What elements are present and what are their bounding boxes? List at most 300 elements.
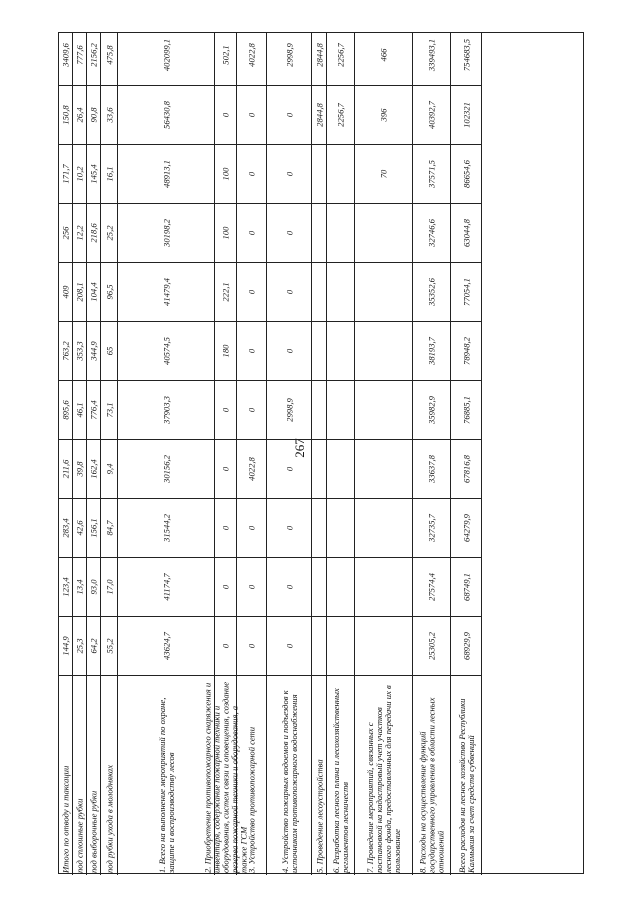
cell-value: 0 xyxy=(246,643,257,649)
row-label: 6. Разработка лесного плана и лесохозяйственных регламентов лесничеств xyxy=(331,687,350,873)
table-cell xyxy=(267,498,312,557)
cell-value: 67816,8 xyxy=(461,455,471,483)
cell-value: 37903,3 xyxy=(161,396,171,424)
table-cell xyxy=(451,498,482,557)
cell-value: 35352,6 xyxy=(426,278,437,306)
cell-value: 150,8 xyxy=(60,105,71,125)
table-cell xyxy=(451,144,482,203)
cell-value: 2844,8 xyxy=(314,103,324,127)
cell-value: 25305,2 xyxy=(426,632,437,660)
row-label-cell xyxy=(451,675,482,875)
table-cell xyxy=(118,262,215,321)
table-cell xyxy=(451,380,482,439)
row-label: 5. Проведение лесоустройства xyxy=(314,758,324,873)
cell-value: 30156,2 xyxy=(161,455,171,483)
table-cell xyxy=(355,262,413,321)
table-cell xyxy=(215,85,237,144)
table-cell xyxy=(267,557,312,616)
table-cell xyxy=(87,321,101,380)
table-cell xyxy=(237,144,267,203)
table-cell xyxy=(101,498,118,557)
cell-value: 48913,1 xyxy=(161,160,171,188)
table-cell xyxy=(215,321,237,380)
cell-value: 27574,4 xyxy=(426,573,437,601)
cell-value: 402099,1 xyxy=(161,38,171,71)
table-cell xyxy=(327,557,355,616)
table-cell xyxy=(59,203,73,262)
table-cell xyxy=(59,144,73,203)
table-cell xyxy=(312,380,327,439)
table-cell xyxy=(237,85,267,144)
table-cell xyxy=(215,24,237,85)
cell-value: 32746,6 xyxy=(426,219,437,247)
table-cell xyxy=(267,203,312,262)
table-cell xyxy=(312,321,327,380)
table-cell xyxy=(451,262,482,321)
cell-value: 56430,8 xyxy=(161,101,171,129)
table-cell xyxy=(118,498,215,557)
row-label-cell xyxy=(355,675,413,875)
cell-value: 0 xyxy=(284,584,294,590)
table-row xyxy=(59,33,73,875)
table-cell xyxy=(413,24,451,85)
cell-value: 895,6 xyxy=(60,400,71,420)
table-cell xyxy=(451,24,482,85)
table-cell xyxy=(118,439,215,498)
table-cell xyxy=(451,616,482,675)
cell-value: 502,1 xyxy=(220,44,231,65)
row-label-cell xyxy=(267,675,312,875)
row-label: Итого по отводу и таксации xyxy=(60,765,71,873)
row-label-cell xyxy=(413,675,451,875)
cell-value: 339493,1 xyxy=(426,38,437,71)
table-cell xyxy=(73,380,87,439)
table-cell xyxy=(237,498,267,557)
cell-value: 123,4 xyxy=(60,577,71,597)
row-label: 7. Проведение мероприятий, связанных с постановкой на кадастровый учет участков лесного фонда, предоставленных для передачи их в пользование xyxy=(365,684,402,873)
table-cell xyxy=(237,439,267,498)
budget-table xyxy=(58,32,584,874)
cell-value: 90,8 xyxy=(88,107,99,123)
row-label: 1. Всего на выполнение мероприятий по охране, защите и воспроизводству лесов xyxy=(156,697,176,873)
table-cell xyxy=(355,439,413,498)
table-cell xyxy=(451,557,482,616)
table-cell xyxy=(355,203,413,262)
cell-value: 2256,7 xyxy=(335,42,346,67)
cell-value: 30198,2 xyxy=(161,219,171,247)
cell-value: 41174,7 xyxy=(161,573,171,601)
cell-value: 145,4 xyxy=(88,164,99,184)
cell-value: 32735,7 xyxy=(426,514,437,542)
table-cell xyxy=(451,85,482,144)
cell-value: 0 xyxy=(246,584,257,590)
row-label: под сплошные рубки xyxy=(74,798,85,873)
table-cell xyxy=(413,498,451,557)
table-cell xyxy=(327,498,355,557)
table-cell xyxy=(59,557,73,616)
row-label: 3. Устройство противопожарной сети xyxy=(246,726,257,873)
cell-value: 283,4 xyxy=(60,518,71,538)
table-cell xyxy=(101,262,118,321)
cell-value: 0 xyxy=(284,171,294,177)
cell-value: 0 xyxy=(284,348,294,354)
row-label-cell xyxy=(101,675,118,875)
cell-value: 0 xyxy=(246,407,257,413)
cell-value: 39,8 xyxy=(74,461,85,477)
table-cell xyxy=(73,439,87,498)
cell-value: 76885,1 xyxy=(461,396,471,424)
cell-value: 68929,9 xyxy=(461,632,471,660)
row-label: 2. Приобретение противопожарного снаряжения и инвентаря, содержание пожарной техники и оборудования, систем связи и оповещения, создание резерва пожарной техники и оборудования, а также ГСМ xyxy=(202,681,249,873)
table-cell xyxy=(327,380,355,439)
table-cell xyxy=(312,203,327,262)
row-label-cell xyxy=(59,675,73,875)
table-cell xyxy=(59,380,73,439)
table-row xyxy=(202,33,249,875)
table-cell xyxy=(327,85,355,144)
row-label-cell xyxy=(237,675,267,875)
table-cell xyxy=(327,321,355,380)
table-cell xyxy=(118,321,215,380)
table-cell xyxy=(312,616,327,675)
table-cell xyxy=(267,439,312,498)
table-cell xyxy=(215,439,237,498)
table-cell xyxy=(413,144,451,203)
table-row xyxy=(451,33,482,875)
cell-value: 64,2 xyxy=(88,638,99,654)
cell-value: 0 xyxy=(284,289,294,295)
table-cell xyxy=(355,498,413,557)
cell-value: 754683,5 xyxy=(461,38,471,71)
table-cell xyxy=(215,616,237,675)
table-cell xyxy=(215,498,237,557)
cell-value: 144,9 xyxy=(60,636,71,656)
table-cell xyxy=(101,24,118,85)
row-label: 4. Устройство пожарных водоемов и подъездов к источникам противопожарного водоснабжения xyxy=(279,689,299,873)
table-cell xyxy=(355,321,413,380)
table-cell xyxy=(267,85,312,144)
table-cell xyxy=(101,380,118,439)
cell-value: 2998,9 xyxy=(284,398,294,422)
cell-value: 2256,7 xyxy=(335,103,346,127)
cell-value: 0 xyxy=(246,289,257,295)
table-cell xyxy=(267,262,312,321)
table-cell xyxy=(267,321,312,380)
cell-value: 211,6 xyxy=(60,459,71,479)
cell-value: 17,0 xyxy=(104,579,114,595)
table-cell xyxy=(327,439,355,498)
cell-value: 10,2 xyxy=(74,166,85,182)
cell-value: 64279,9 xyxy=(461,514,471,542)
table-cell xyxy=(451,203,482,262)
table-cell xyxy=(312,144,327,203)
table-cell xyxy=(355,85,413,144)
table-cell xyxy=(327,24,355,85)
cell-value: 12,2 xyxy=(74,225,85,241)
cell-value: 0 xyxy=(284,466,294,472)
table-cell xyxy=(312,439,327,498)
table-row xyxy=(87,33,101,875)
table-cell xyxy=(73,498,87,557)
cell-value: 0 xyxy=(284,230,294,236)
cell-value: 0 xyxy=(220,525,231,531)
table-cell xyxy=(73,557,87,616)
table-cell xyxy=(73,24,87,85)
table-cell xyxy=(237,203,267,262)
table-cell xyxy=(327,203,355,262)
table-cell xyxy=(267,616,312,675)
table-cell xyxy=(215,262,237,321)
table-cell xyxy=(101,321,118,380)
table-cell xyxy=(59,24,73,85)
cell-value: 180 xyxy=(220,344,231,358)
cell-value: 13,4 xyxy=(74,579,85,595)
table-cell xyxy=(73,85,87,144)
table-cell xyxy=(237,24,267,85)
cell-value: 777,6 xyxy=(74,44,85,65)
table-cell xyxy=(101,144,118,203)
cell-value: 208,1 xyxy=(74,282,85,302)
table-cell xyxy=(73,616,87,675)
table-cell xyxy=(87,616,101,675)
cell-value: 466 xyxy=(378,48,389,61)
table-cell xyxy=(267,144,312,203)
cell-value: 344,9 xyxy=(88,341,99,361)
cell-value: 102321 xyxy=(461,102,471,128)
table-cell xyxy=(118,144,215,203)
cell-value: 475,8 xyxy=(104,44,114,65)
table-cell xyxy=(73,144,87,203)
table-cell xyxy=(118,557,215,616)
row-label-cell xyxy=(118,675,215,875)
table-cell xyxy=(355,380,413,439)
table-cell xyxy=(355,616,413,675)
table-row xyxy=(73,33,87,875)
table-cell xyxy=(59,85,73,144)
table-cell xyxy=(237,616,267,675)
cell-value: 77054,1 xyxy=(461,278,471,306)
table-cell xyxy=(237,262,267,321)
table-cell xyxy=(312,24,327,85)
cell-value: 26,4 xyxy=(74,107,85,123)
table-cell xyxy=(118,24,215,85)
table-cell xyxy=(101,85,118,144)
cell-value: 222,1 xyxy=(220,282,231,302)
cell-value: 3409,6 xyxy=(60,42,71,67)
cell-value: 0 xyxy=(220,112,231,118)
table-cell xyxy=(413,439,451,498)
table-cell xyxy=(87,498,101,557)
cell-value: 63044,8 xyxy=(461,219,471,247)
cell-value: 156,1 xyxy=(88,518,99,538)
cell-value: 4022,8 xyxy=(246,457,257,481)
cell-value: 0 xyxy=(284,525,294,531)
cell-value: 396 xyxy=(378,108,389,122)
table-cell xyxy=(59,321,73,380)
cell-value: 218,6 xyxy=(88,223,99,243)
cell-value: 2998,9 xyxy=(284,42,294,67)
cell-value: 0 xyxy=(284,112,294,118)
table-cell xyxy=(59,262,73,321)
table-cell xyxy=(413,557,451,616)
cell-value: 65 xyxy=(104,346,114,356)
cell-value: 171,7 xyxy=(60,164,71,184)
table-cell xyxy=(355,557,413,616)
table-cell xyxy=(215,380,237,439)
table-cell xyxy=(101,439,118,498)
table-row xyxy=(327,33,355,875)
cell-value: 763,2 xyxy=(60,341,71,361)
cell-value: 78948,2 xyxy=(461,337,471,365)
cell-value: 55,2 xyxy=(104,638,114,654)
cell-value: 0 xyxy=(246,112,257,118)
table-cell xyxy=(87,557,101,616)
table-cell xyxy=(267,380,312,439)
cell-value: 0 xyxy=(220,643,231,649)
table-cell xyxy=(87,85,101,144)
table-cell xyxy=(451,321,482,380)
cell-value: 776,4 xyxy=(88,400,99,420)
table-cell xyxy=(215,203,237,262)
table-row xyxy=(101,33,118,875)
table-row xyxy=(118,33,215,875)
table-cell xyxy=(59,439,73,498)
table-cell xyxy=(73,321,87,380)
cell-value: 43624,7 xyxy=(161,632,171,660)
table-cell xyxy=(87,144,101,203)
table-cell xyxy=(312,498,327,557)
cell-value: 0 xyxy=(284,643,294,649)
table-row xyxy=(312,33,327,875)
cell-value: 0 xyxy=(246,348,257,354)
table-row xyxy=(267,33,312,875)
cell-value: 256 xyxy=(60,226,71,240)
cell-value: 40574,5 xyxy=(161,337,171,365)
table-cell xyxy=(355,144,413,203)
table-cell xyxy=(413,380,451,439)
cell-value: 409 xyxy=(60,285,71,299)
cell-value: 0 xyxy=(220,466,231,472)
cell-value: 73,1 xyxy=(104,402,114,418)
cell-value: 93,0 xyxy=(88,579,99,595)
page-number: 267 xyxy=(292,438,307,458)
cell-value: 25,2 xyxy=(104,225,114,241)
table-cell xyxy=(87,380,101,439)
table-cell xyxy=(59,616,73,675)
cell-value: 42,6 xyxy=(74,520,85,536)
table-cell xyxy=(327,262,355,321)
table-cell xyxy=(118,380,215,439)
cell-value: 353,3 xyxy=(74,341,85,361)
cell-value: 33,6 xyxy=(104,107,114,123)
table-cell xyxy=(355,24,413,85)
cell-value: 46,1 xyxy=(74,402,85,418)
table-cell xyxy=(237,557,267,616)
table-cell xyxy=(267,24,312,85)
row-label-cell xyxy=(73,675,87,875)
table-cell xyxy=(73,262,87,321)
table-cell xyxy=(118,203,215,262)
table-row xyxy=(413,33,451,875)
cell-value: 37571,5 xyxy=(426,160,437,188)
cell-value: 162,4 xyxy=(88,459,99,479)
cell-value: 2844,8 xyxy=(314,42,324,67)
table-cell xyxy=(101,203,118,262)
table-cell xyxy=(327,616,355,675)
cell-value: 0 xyxy=(220,584,231,590)
row-label: под выборочные рубки xyxy=(88,790,99,873)
row-label: 8. Расходы на осуществление функций государственного управления в области лесных отношений xyxy=(417,697,446,873)
cell-value: 0 xyxy=(220,407,231,413)
table-cell xyxy=(87,262,101,321)
table-cell xyxy=(101,557,118,616)
cell-value: 2156,2 xyxy=(88,42,99,67)
cell-value: 70 xyxy=(378,169,389,179)
cell-value: 16,1 xyxy=(104,166,114,182)
table-cell xyxy=(87,24,101,85)
table-cell xyxy=(118,616,215,675)
table-cell xyxy=(413,85,451,144)
table-cell xyxy=(118,85,215,144)
table-cell xyxy=(312,85,327,144)
table-cell xyxy=(327,144,355,203)
cell-value: 31544,2 xyxy=(161,514,171,542)
table-cell xyxy=(87,439,101,498)
table-cell xyxy=(215,557,237,616)
cell-value: 9,4 xyxy=(104,463,114,475)
table-cell xyxy=(237,321,267,380)
cell-value: 35982,9 xyxy=(426,396,437,424)
table-cell xyxy=(101,616,118,675)
table-cell xyxy=(73,203,87,262)
table-cell xyxy=(215,144,237,203)
row-label-cell xyxy=(87,675,101,875)
cell-value: 96,5 xyxy=(104,284,114,300)
cell-value: 33637,8 xyxy=(426,455,437,483)
table-cell xyxy=(413,203,451,262)
cell-value: 0 xyxy=(246,230,257,236)
table-cell xyxy=(237,380,267,439)
table-cell xyxy=(312,557,327,616)
cell-value: 4022,8 xyxy=(246,42,257,67)
table-cell xyxy=(451,439,482,498)
cell-value: 38193,7 xyxy=(426,337,437,365)
cell-value: 100 xyxy=(220,226,231,240)
cell-value: 0 xyxy=(246,525,257,531)
table-cell xyxy=(312,262,327,321)
cell-value: 104,4 xyxy=(88,282,99,302)
row-label-cell xyxy=(312,675,327,875)
cell-value: 86654,6 xyxy=(461,160,471,188)
cell-value: 68749,1 xyxy=(461,573,471,601)
row-label: Всего расходов на лесное хозяйство Республики Калмыкия за счет средств субвенций xyxy=(456,698,476,873)
table-cell xyxy=(87,203,101,262)
table-row xyxy=(355,33,413,875)
cell-value: 40392,7 xyxy=(426,101,437,129)
cell-value: 100 xyxy=(220,167,231,181)
table-cell xyxy=(413,616,451,675)
table-cell xyxy=(59,498,73,557)
cell-value: 41479,4 xyxy=(161,278,171,306)
cell-value: 25,3 xyxy=(74,638,85,654)
table-cell xyxy=(413,262,451,321)
cell-value: 84,7 xyxy=(104,520,114,536)
cell-value: 0 xyxy=(246,171,257,177)
row-label-cell xyxy=(327,675,355,875)
table-cell xyxy=(413,321,451,380)
row-label-cell xyxy=(202,675,249,875)
row-label: под рубки ухода в молодняках xyxy=(104,764,114,873)
